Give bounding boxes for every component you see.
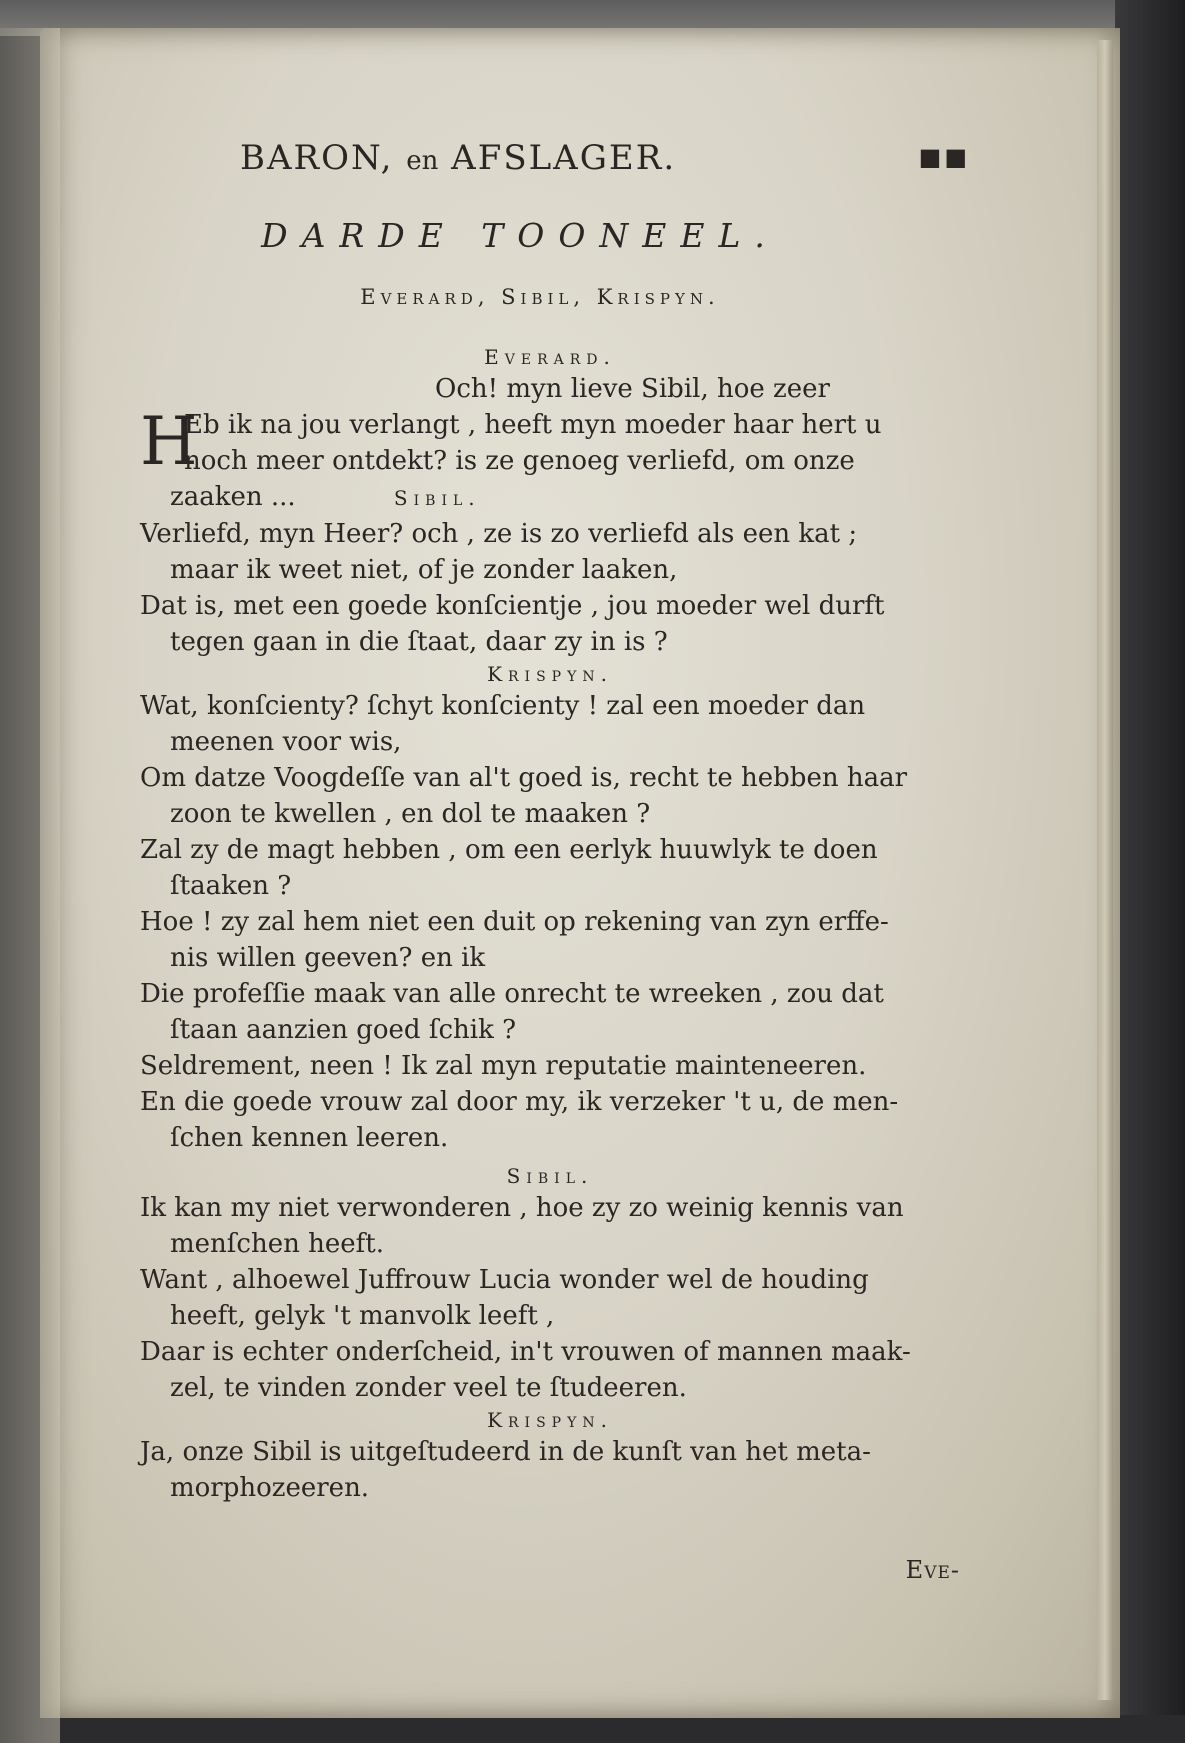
page-text-block [140,138,970,1584]
page-edge-stack [1097,40,1113,1700]
verse-line: Hoe ! zy zal hem niet een duit op rekening van zyn erffe- [140,907,889,937]
drop-cap: H [140,403,198,480]
verse-line-text: zaaken ... [170,482,296,512]
running-head-title-part1: BARON, [240,138,394,178]
speech-krispyn [140,688,960,1156]
verse-line: ſtaan aanzien goed ſchik ? [170,1015,517,1045]
verse-line: Dat is, met een goede konſcientje , jou moeder wel durft [140,591,885,621]
speaker-label: Sibil. [393,486,481,510]
page-gutter-shadow [0,28,60,1743]
verse-line: Zal zy de magt hebben , om een eerlyk huuwlyk te doen [140,835,878,865]
verse-line: heeft, gelyk 't manvolk leeft , [170,1301,555,1331]
running-head [140,138,970,188]
verse-line: tegen gaan in die ſtaat, daar zy in is ? [170,627,668,657]
speaker-label: Krispyn. [487,662,613,686]
verse-line: Ik kan my niet verwonderen , hoe zy zo weinig kennis van [140,1193,904,1223]
verse-line: Verliefd, myn Heer? och , ze is zo verliefd als een kat ; [140,519,858,549]
verse-line: menſchen heeft. [170,1229,384,1259]
photo-background-right [1115,0,1185,1715]
verse-line: ſchen kennen leeren. [170,1123,449,1153]
verse-line: Eb ik na jou verlangt , heeft myn moeder haar hert u [184,410,882,440]
speech-everard [140,371,960,516]
verse-line: nis willen geeven? en ik [170,943,486,973]
speaker-label: Krispyn. [487,1408,613,1432]
verse-line: Ja, onze Sibil is uitgeſtudeerd in de kunſt van het meta- [140,1437,871,1467]
verse-line: noch meer ontdekt? is ze genoeg verliefd, om onze [184,446,855,476]
scene-title: DARDE TOONEEL. [261,216,779,255]
verse-line: Seldrement, neen ! Ik zal myn reputatie mainteneeren. [140,1051,867,1081]
verse-line: Om datze Voogdeſſe van al't goed is, recht te hebben haar [140,763,908,793]
speaker-label: Sibil. [506,1164,594,1188]
verse-line: Och! myn lieve Sibil, hoe zeer [435,374,830,404]
verse-line: Die profeſſie maak van alle onrecht te wreeken , zou dat [140,979,884,1009]
speech-sibil [140,516,960,660]
verse-line [140,479,960,516]
running-head-title [240,138,676,178]
verse-line: ſtaaken ? [170,871,292,901]
verse-line: morphozeeren. [170,1473,370,1503]
scene-cast-list: Everard, Sibil, Krispyn. [360,285,720,309]
speech-sibil-2 [140,1190,960,1406]
page-number: ■■ [918,142,970,171]
speech-krispyn-2 [140,1434,960,1506]
running-head-title-part2: AFSLAGER. [451,138,677,178]
verse-line: Wat, konſcienty? ſchyt konſcienty ! zal een moeder dan [140,691,866,721]
catchword: Eve- [905,1556,960,1584]
verse-line: meenen voor wis, [170,727,402,757]
running-head-conjunction: en [406,146,439,176]
speaker-label: Everard. [484,345,616,369]
verse-line: zoon te kwellen , en dol te maaken ? [170,799,651,829]
verse-line: maar ik weet niet, of je zonder laaken, [170,555,678,585]
book-page [40,28,1120,1718]
verse-line: zel, te vinden zonder veel te ſtudeeren. [170,1373,687,1403]
verse-line: En die goede vrouw zal door my, ik verzeker 't u, de men- [140,1087,899,1117]
verse-line: Want , alhoewel Juffrouw Lucia wonder wel de houding [140,1265,869,1295]
verse-line: Daar is echter onderſcheid, in't vrouwen of mannen maak- [140,1337,911,1367]
